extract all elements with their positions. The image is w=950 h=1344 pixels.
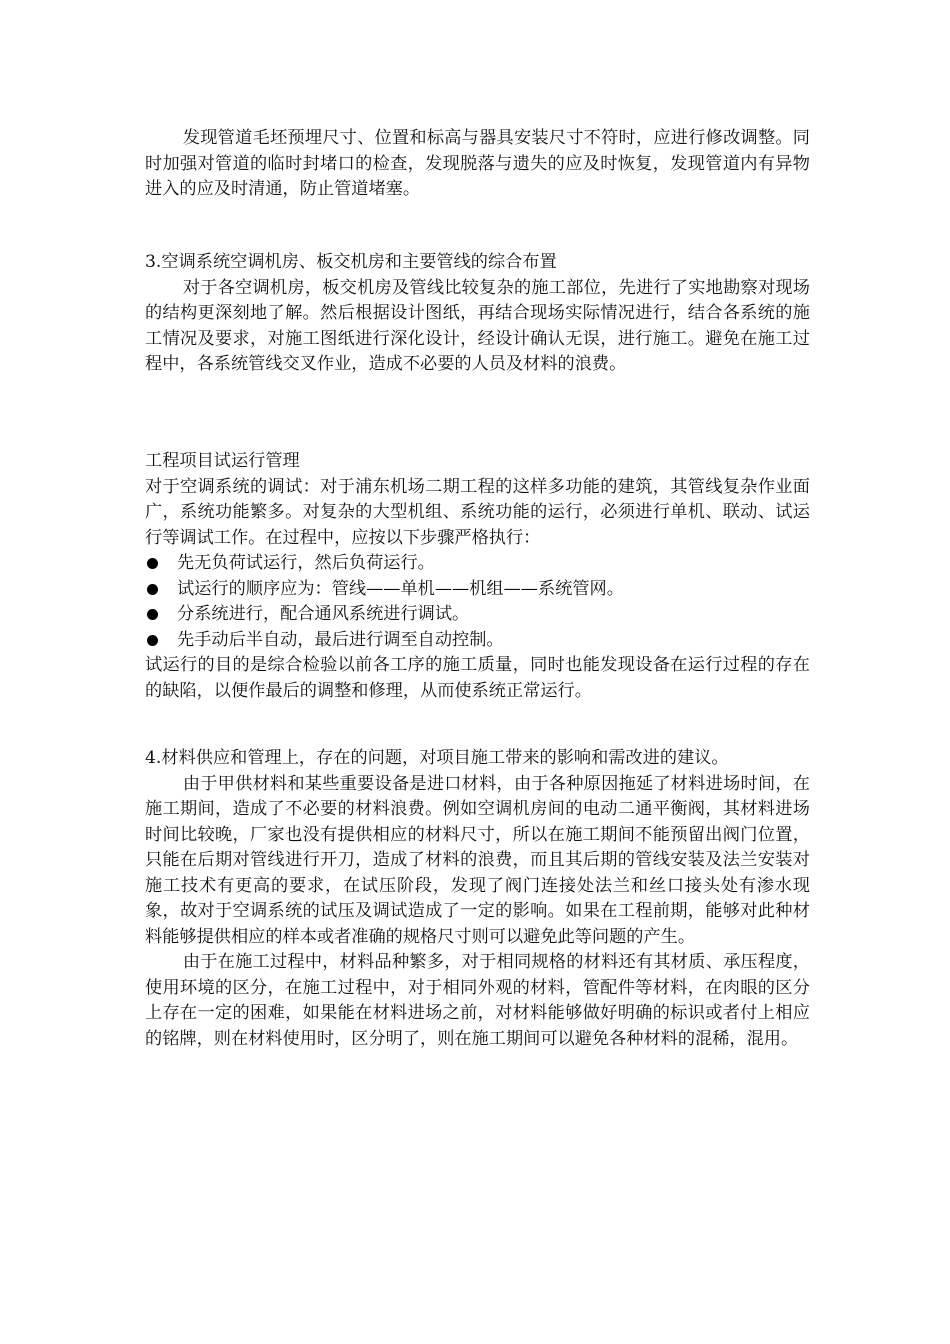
section-4-paragraph-1: 由于甲供材料和某些重要设备是进口材料，由于各种原因拖延了材料进场时间，在施工期间，造成了不必要的材料浪费。例如空调机房间的电动二通平衡阀，其材料进场时间比较晚，厂家也没有提供相应的材料尺寸，所以在施工期间不能预留出阀门位置，只能在后期对管线进行开刀，造成了材料的浪费，而且其后期的管线安装及法兰安装对施工技术有更高的要求，在试压阶段，发现了阀门连接处法兰和丝口接头处有渗水现象，故对于空调系统的试压及调试造成了一定的影响。如果在工程前期，能够对此种材料能够提供相应的样本或者准确的规格尺寸则可以避免此等问题的产生。 bbox=[145, 773, 810, 947]
trial-run-intro: 对于空调系统的调试：对于浦东机场二期工程的这样多功能的建筑，其管线复杂作业面广，系统功能繁多。对复杂的大型机组、系统功能的运行，必须进行单机、联动、试运行等调试工作。在过程中，应按以下步骤严格执行： bbox=[145, 476, 810, 548]
list-item-text: 先无负荷试运行，然后负荷运行。 bbox=[177, 553, 435, 573]
list-item-text: 先手动后半自动，最后进行调至自动控制。 bbox=[177, 629, 504, 650]
bullet-icon bbox=[147, 584, 158, 595]
list-item bbox=[145, 628, 810, 654]
section-4-heading: 4.材料供应和管理上，存在的问题，对项目施工带来的影响和需改进的建议。 bbox=[145, 748, 729, 768]
list-item-text: 分系统进行，配合通风系统进行调试。 bbox=[177, 604, 470, 624]
section-3-paragraph: 对于各空调机房，板交机房及管线比较复杂的施工部位，先进行了实地勘察对现场的结构更深刻地了解。然后根据设计图纸，再结合现场实际情况进行，结合各系统的施工情况及要求，对施工图纸进行深化设计，经设计确认无误，进行施工。避免在施工过程中，各系统管线交叉作业，造成不必要的人员及材料的浪费。 bbox=[145, 277, 810, 374]
pipe-check-paragraph: 发现管道毛坯预埋尺寸、位置和标高与器具安装尺寸不符时，应进行修改调整。同时加强对管道的临时封堵口的检查，发现脱落与遗失的应及时恢复，发现管道内有异物进入的应及时清通，防止管道堵塞。 bbox=[145, 128, 810, 199]
section-pipe-check bbox=[145, 126, 810, 203]
list-item bbox=[145, 551, 810, 577]
trial-run-conclusion: 试运行的目的是综合检验以前各工序的施工质量，同时也能发现设备在运行过程的存在的缺陷，以便作最后的调整和修理，从而使系统正常运行。 bbox=[145, 655, 810, 701]
trial-run-steps bbox=[145, 551, 810, 653]
trial-run-heading: 工程项目试运行管理 bbox=[145, 451, 300, 471]
section-3-heading: 3.空调系统空调机房、板交机房和主要管线的综合布置 bbox=[145, 252, 557, 272]
list-item bbox=[145, 577, 810, 603]
section-trial-run bbox=[145, 449, 810, 704]
section-3 bbox=[145, 250, 810, 378]
bullet-icon bbox=[147, 635, 158, 646]
section-4-paragraph-2: 由于在施工过程中，材料品种繁多，对于相同规格的材料还有其材质、承压程度，使用环境的区分，在施工过程中，对于相同外观的材料，管配件等材料，在肉眼的区分上存在一定的困难，如果能在材料进场之前，对材料能够做好明确的标识或者付上相应的铭牌，则在材料使用时，区分明了，则在施工期间可以避免各种材料的混稀，混用。 bbox=[145, 952, 810, 1049]
bullet-icon bbox=[147, 558, 158, 569]
section-4 bbox=[145, 746, 810, 1052]
list-item bbox=[145, 602, 810, 628]
list-item-text: 试运行的顺序应为：管线——单机——机组——系统管网。 bbox=[177, 578, 624, 599]
bullet-icon bbox=[147, 609, 158, 620]
